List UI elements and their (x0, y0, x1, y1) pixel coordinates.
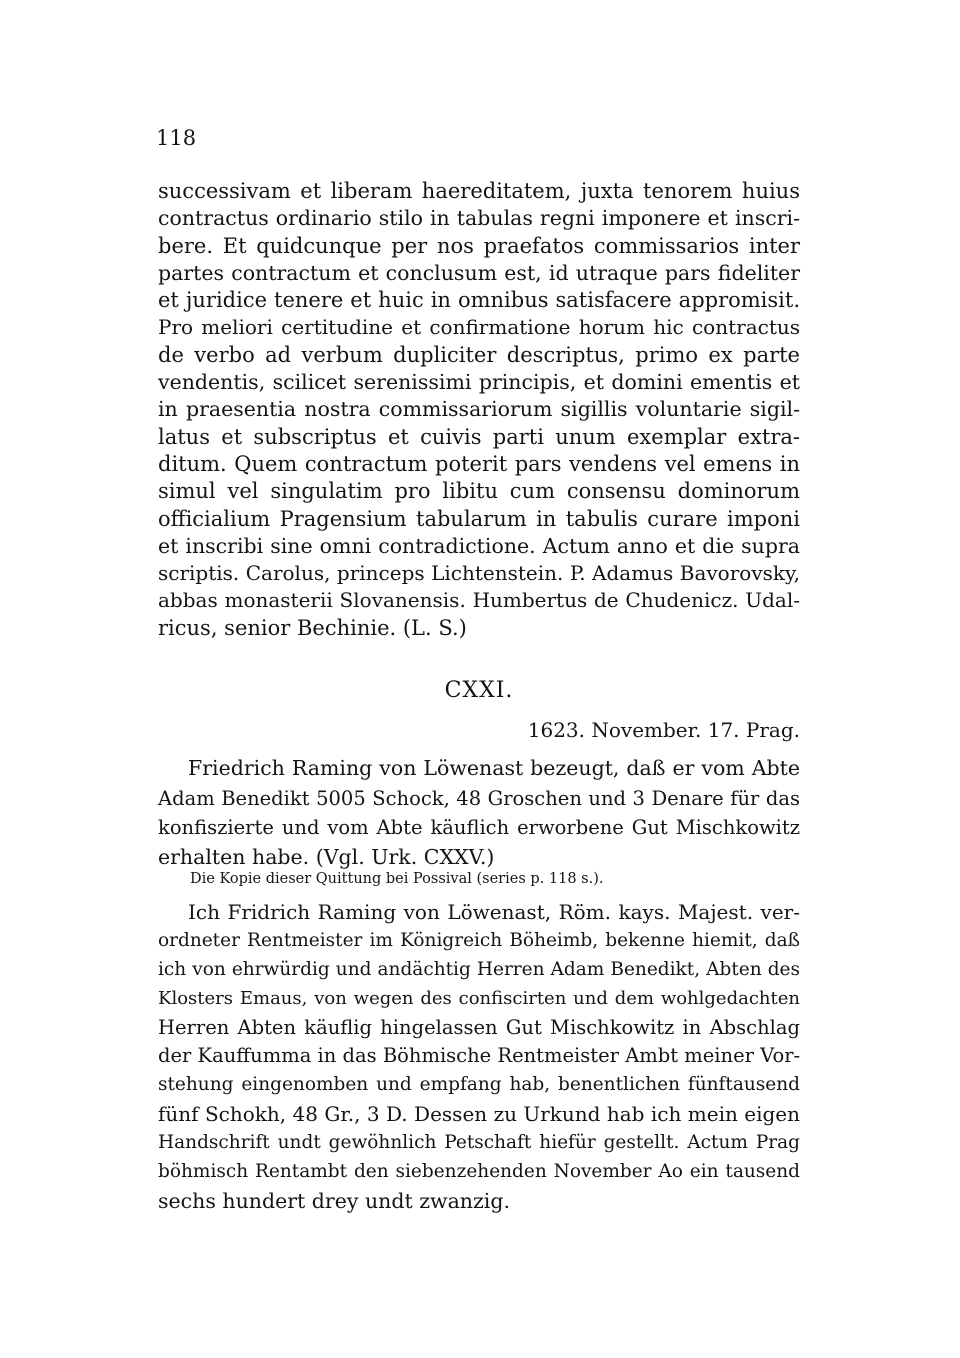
body-text (158, 178, 800, 642)
charter-line: ordneter Rentmeister im Königreich Böheimb, bekenne hiemit, daß (158, 929, 800, 951)
charter-line: sechs hundert drey undt zwanzig. (158, 1188, 510, 1213)
body-line: ricus, senior Bechinie. (L. S.) (158, 615, 467, 640)
charter-line: Klosters Emaus, von wegen des confiscirten und dem wohlgedachten (158, 987, 800, 1009)
body-line: de verbo ad verbum dupliciter descriptus, primo ex parte (158, 342, 800, 367)
regest-line: Friedrich Raming von Löwenast bezeugt, daß er vom Abte (188, 756, 800, 780)
body-line: ditum. Quem contractum poterit pars vendens vel emens in (158, 451, 800, 476)
body-line: scriptis. Carolus, princeps Lichtenstein. P. Adamus Bavorovsky, (158, 561, 800, 586)
body-line: contractus ordinario stilo in tabulas regni imponere et inscri- (158, 206, 800, 231)
charter-line: Handschrift undt gewöhnlich Petschaft hiefür gestellt. Actum Prag (158, 1132, 800, 1154)
body-line: abbas monasterii Slovanensis. Humbertus de Chudenicz. Udal- (158, 588, 800, 613)
regest-line: erhalten habe. (Vgl. Urk. CXXV.) (158, 844, 495, 869)
charter-line: böhmisch Rentambt den siebenzehenden November Ao ein tausend (158, 1161, 800, 1183)
charter-line: stehung eingenomben und empfang hab, benentlichen fünftausend (158, 1074, 800, 1096)
body-line: officialium Pragensium tabularum in tabulis curare imponi (158, 506, 800, 531)
charter-dateline: 1623. November. 17. Prag. (527, 718, 800, 742)
body-line: latus et subscriptus et cuivis parti unum exemplar extra- (158, 424, 800, 449)
charter-line: Ich Fridrich Raming von Löwenast, Röm. kays. Majest. ver- (188, 900, 800, 924)
regest-line: Adam Benedikt 5005 Schock, 48 Groschen und 3 Denare für das (158, 786, 800, 810)
charter-line: Herren Abten käuflig hingelassen Gut Mischkowitz in Abschlag (158, 1015, 800, 1039)
body-line: et inscribi sine omni contradictione. Actum anno et die supra (158, 533, 800, 558)
body-line: et juridice tenere et huic in omnibus satisfacere appromisit. (158, 288, 800, 313)
charter-heading: CXXI. (444, 678, 514, 703)
charter-regest (158, 754, 800, 872)
page-number: 118 (156, 126, 197, 150)
body-line: partes contractum et conclusum est, id utraque pars fideliter (158, 260, 800, 285)
charter-text (158, 898, 800, 1216)
charter-line: ich von ehrwürdig und andächtig Herren Adam Benedikt, Abten des (158, 958, 800, 980)
body-line: bere. Et quidcunque per nos praefatos commissarios inter (158, 233, 800, 258)
source-note: Die Kopie dieser Quittung bei Possival (series p. 118 s.). (190, 871, 604, 887)
body-line: vendentis, scilicet serenissimi principis, et domini ementis et (158, 370, 800, 395)
body-line: Pro meliori certitudine et confirmatione horum hic contractus (158, 315, 800, 340)
charter-line: fünf Schokh, 48 Gr., 3 D. Dessen zu Urkund hab ich mein eigen (158, 1102, 800, 1127)
body-line: in praesentia nostra commissariorum sigillis voluntarie sigil- (158, 397, 800, 422)
body-line: simul vel singulatim pro libitu cum consensu dominorum (158, 479, 800, 504)
charter-line: der Kauffumma in das Böhmische Rentmeister Ambt meiner Vor- (158, 1044, 801, 1068)
regest-line: konfiszierte und vom Abte käuflich erworbene Gut Mischkowitz (158, 816, 800, 839)
body-line: successivam et liberam haereditatem, juxta tenorem huius (158, 179, 800, 203)
